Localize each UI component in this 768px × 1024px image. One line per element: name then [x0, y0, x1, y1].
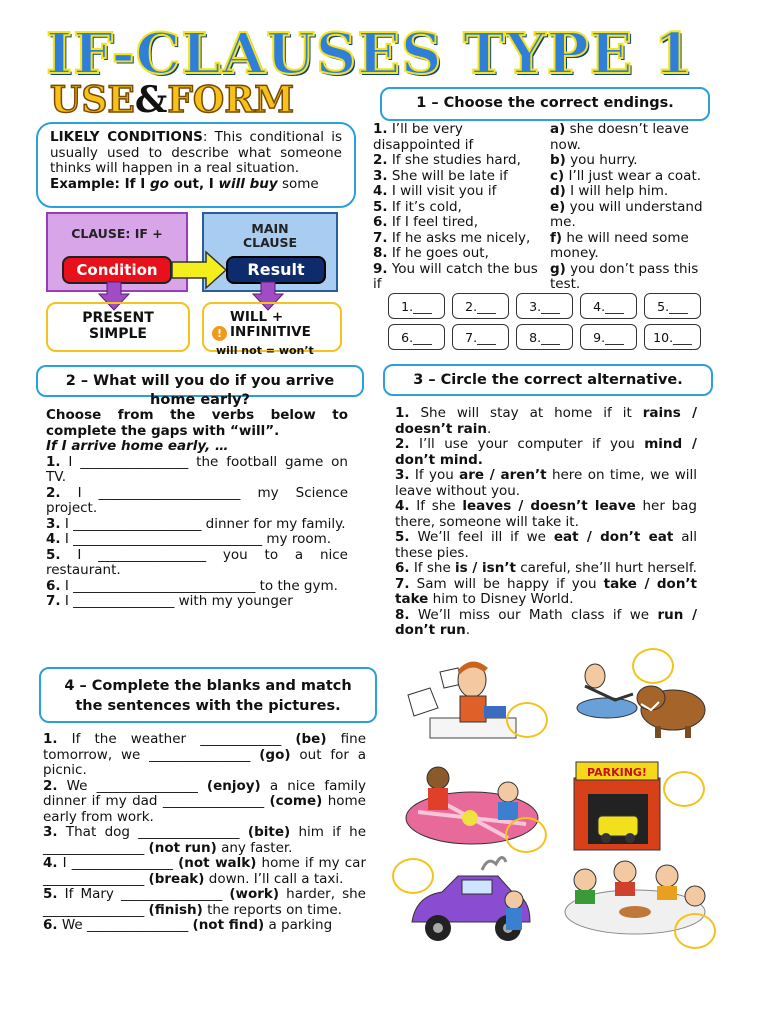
answer-circle-4[interactable] — [663, 771, 705, 807]
list-item: 6. If she is / isn’t careful, she’ll hurt herself. — [395, 560, 697, 576]
answer-box-2[interactable]: 2.___ — [452, 293, 509, 319]
parking-garage-illustration — [570, 758, 665, 853]
will-not-label: will not = won’t — [216, 344, 314, 357]
page-title: IF-CLAUSES TYPE 1 — [46, 21, 694, 87]
arrow-right-icon — [172, 250, 228, 290]
answer-circle-1[interactable] — [506, 702, 548, 738]
list-item: 1. She will stay at home if it rains / doesn’t rain. — [395, 405, 697, 437]
example-part: go — [149, 175, 169, 192]
will-infinitive-box — [202, 302, 342, 357]
ex1-title-box — [380, 87, 710, 121]
list-item: 4. I _______________ (not walk) home if my car _______________ (break) down. I’ll call a taxi. — [43, 855, 366, 887]
ex1-left-list — [373, 122, 545, 292]
list-item: 6. If I feel tired, — [373, 214, 478, 230]
ex3-content — [395, 406, 697, 656]
list-item: 6. I ___________________________ to the gym. — [46, 577, 338, 594]
likely-conditions-text — [38, 124, 354, 192]
ex2-instructions: Choose from the verbs below to complete the gaps with “will”. — [46, 407, 348, 439]
list-item: 5. We’ll feel ill if we eat / don’t eat all these pies. — [395, 529, 697, 561]
present-simple-box — [46, 302, 190, 352]
list-item: 8. We’ll miss our Math class if we run / don’t run. — [395, 606, 698, 638]
answer-box-4[interactable]: 4.___ — [580, 293, 637, 319]
list-item: a) she doesn’t leave now. — [550, 121, 689, 153]
ex4-content — [43, 732, 366, 958]
warning-icon: ! — [212, 326, 227, 341]
list-item: 3. If you are / aren’t here on time, we will leave without you. — [395, 467, 697, 499]
list-item: 5. If Mary _______________ (work) harder, she _______________ (finish) the reports on time. — [43, 886, 366, 918]
example-part: some — [277, 175, 319, 192]
list-item: 2. If she studies hard, — [373, 152, 521, 168]
answer-circle-5[interactable] — [392, 858, 434, 894]
list-item: 2. I _____________________ my Science project. — [46, 484, 348, 516]
list-item: c) I’ll just wear a coat. — [550, 167, 702, 184]
ex2-prompt: If I arrive home early, … — [46, 438, 229, 454]
list-item: 8. If he goes out, — [373, 245, 489, 261]
example-part: If I — [119, 175, 150, 192]
ex2-title-box — [36, 365, 364, 408]
list-item: b) you hurry. — [550, 152, 638, 168]
list-item: 7. If he asks me nicely, — [373, 229, 531, 246]
list-item: 1. I ________________ the football game on TV. — [46, 453, 348, 485]
main-clause-label: MAIN CLAUSE — [242, 221, 298, 250]
subtitle-amp: & — [134, 79, 168, 121]
list-item: f) he will need some money. — [550, 229, 689, 261]
list-item: 3. I ___________________ dinner for my family. — [46, 515, 346, 532]
example-part: will buy — [218, 175, 278, 192]
list-item: 3. That dog _______________ (bite) him if he _______________ (not run) any faster. — [43, 824, 366, 856]
list-item: 7. Sam will be happy if you take / don’t take him to Disney World. — [395, 575, 698, 607]
list-item: 4. If she leaves / doesn’t leave her bag there, someone will take it. — [395, 498, 698, 530]
likely-conditions-box — [36, 122, 356, 208]
list-item: 1. I’ll be very disappointed if — [373, 121, 474, 153]
list-item: 3. She will be late if — [373, 167, 508, 184]
studying-boy-illustration — [400, 650, 520, 745]
answer-circle-2[interactable] — [632, 648, 674, 684]
present-simple-label: PRESENT SIMPLE — [82, 310, 154, 342]
answer-box-8[interactable]: 8.___ — [516, 324, 573, 350]
condition-pill — [62, 256, 172, 284]
list-item: g) you don’t pass this test. — [550, 260, 699, 292]
list-item: 4. I will visit you if — [373, 183, 497, 199]
ex1-right-list — [550, 122, 718, 292]
answer-box-5[interactable]: 5.___ — [644, 293, 701, 319]
list-item: 9. You will catch the bus if — [373, 260, 538, 292]
ex3-title: 3 – Circle the correct alternative. — [413, 372, 683, 388]
page-subtitle — [50, 78, 294, 122]
answer-box-10[interactable]: 10.___ — [644, 324, 701, 350]
subtitle-form: FORM — [167, 79, 295, 121]
likely-label: LIKELY CONDITIONS — [50, 129, 203, 145]
result-pill — [226, 256, 326, 284]
answer-box-3[interactable]: 3.___ — [516, 293, 573, 319]
answer-box-6[interactable]: 6.___ — [388, 324, 445, 350]
clause-if-label: CLAUSE: IF + — [71, 226, 163, 241]
ex3-title-box — [383, 364, 713, 396]
example-label: Example: — [50, 175, 120, 192]
list-item: 2. We _______________ (enjoy) a nice family dinner if my dad _______________ (come) home early from work. — [43, 777, 366, 825]
result-label: Result — [247, 260, 305, 279]
list-item: e) you will understand me. — [550, 198, 703, 230]
parking-sign-text: PARKING! — [587, 766, 647, 779]
answer-box-1[interactable]: 1.___ — [388, 293, 445, 319]
list-item: 2. I’ll use your computer if you mind / don’t mind. — [395, 436, 697, 468]
example-part: out, I — [168, 175, 219, 192]
ex2-title: 2 – What will you do if you arrive home early? — [65, 373, 335, 408]
list-item: 5. I ________________ you to a nice restaurant. — [46, 546, 348, 578]
answer-box-9[interactable]: 9.___ — [580, 324, 637, 350]
answer-box-7[interactable]: 7.___ — [452, 324, 509, 350]
ex1-title: 1 – Choose the correct endings. — [416, 95, 674, 111]
list-item: d) I will help him. — [550, 183, 669, 199]
likely-desc: : This conditional is usually used to describe what someone thinks will happen in a real situation. — [50, 129, 342, 176]
list-item: 5. If it’s cold, — [373, 198, 462, 215]
list-item: 6. We _______________ (not find) a parking — [43, 917, 333, 933]
condition-label: Condition — [76, 261, 158, 279]
ex4-title: 4 – Complete the blanks and match the sentences with the pictures. — [64, 678, 352, 714]
list-item: 1. If the weather ____________ (be) fine tomorrow, we _______________ (go) out for a picnic. — [43, 731, 366, 778]
answer-circle-6[interactable] — [674, 913, 716, 949]
list-item: 4. I ____________________________ my room. — [46, 531, 332, 547]
subtitle-use: USE — [50, 79, 135, 121]
will-infinitive-label: WILL + INFINITIVE — [230, 309, 311, 340]
answer-circle-3[interactable] — [505, 817, 547, 853]
ex2-content — [46, 408, 348, 658]
ex4-title-box — [39, 667, 377, 723]
list-item: 7. I _______________ with my younger — [46, 593, 293, 609]
